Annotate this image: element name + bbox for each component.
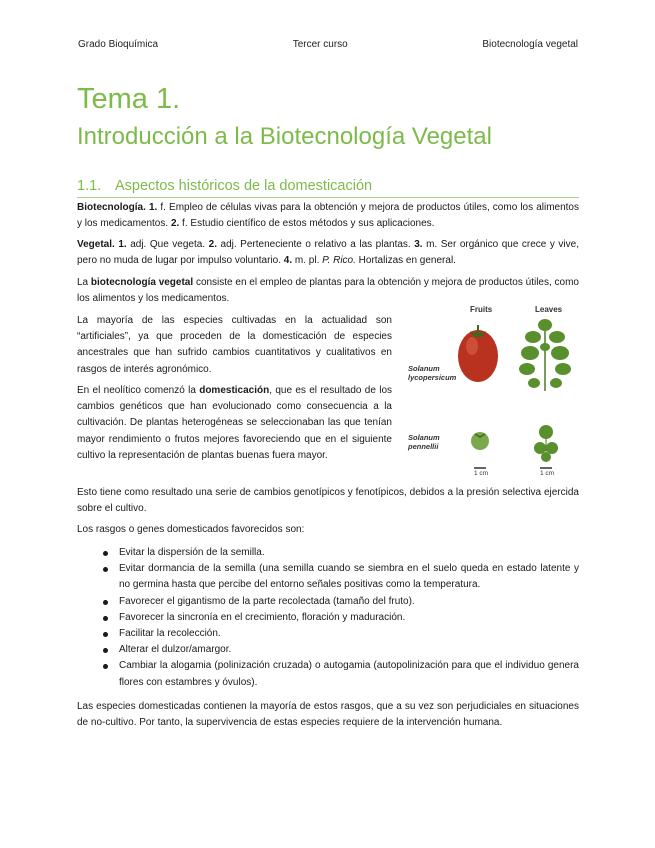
paragraph-rasgos-intro: Los rasgos o genes domesticados favorecidos son:	[77, 524, 305, 535]
species-label-lycopersicum: Solanum lycopersicum	[408, 364, 457, 382]
section-number: 1.1.	[77, 178, 102, 194]
tomato-fruit-large-icon	[458, 325, 498, 382]
header-left: Grado Bioquímica	[78, 39, 159, 50]
sense-number: 2.	[208, 239, 217, 250]
chapter-subtitle: Introducción a la Biotecnología Vegetal	[77, 123, 492, 150]
list-item: Favorecer la sincronía en el crecimiento, floración y maduración.	[77, 610, 579, 626]
paragraph-especies-artificiales: La mayoría de las especies cultivadas en la actualidad son “artificiales”, ya que proceden de la domesticación de especies ancestrales que han sufrido cambios cuantitativos y cualitativos en rasgos de interés agronómico.	[77, 315, 392, 375]
paragraph-cambios-geneticos: Esto tiene como resultado una serie de cambios genotípicos y fenotípicos, debidos a la presión selectiva ejercida sobre el cultivo.	[77, 487, 579, 515]
compound-leaf-small-icon	[534, 425, 558, 462]
sense-number: 3.	[414, 239, 423, 250]
term-biotecnologia-vegetal: biotecnología vegetal	[90, 277, 194, 288]
sense-number: 1.	[118, 239, 127, 250]
sense-text: adj. Que vegeta.	[126, 239, 209, 250]
section-heading	[77, 176, 579, 198]
figure-illustration	[400, 301, 580, 481]
paragraph-text: consiste en el empleo de plantas para la obtención y mejora de productos útiles, como los alimentos y los medicamentos.	[77, 277, 579, 305]
column-label-fruits: Fruits	[470, 305, 493, 314]
species-label-pennellii: Solanum pennellii	[408, 433, 440, 451]
term-domesticacion: domesticación	[199, 385, 270, 396]
sense-text: adj. Perteneciente o relativo a las plantas.	[216, 239, 415, 250]
list-item: Cambiar la alogamia (polinización cruzada) o autogamia (autopolinización para que el individuo genera flores con estambres y óvulos).	[77, 658, 579, 690]
sense-text: Hortalizas en general.	[355, 255, 456, 267]
definition-vegetal	[77, 237, 579, 269]
list-item: Favorecer el gigantismo de la parte recolectada (tamaño del fruto).	[77, 594, 579, 610]
column-label-leaves: Leaves	[535, 305, 563, 314]
paragraph-text: , que es el resultado de los cambios genéticos que han evolucionado como consecuencia a la cultivación. De plantas heterogéneas se seleccionaban las que tenían mayor rendimiento o frutos mejores favoreciendo que en el siguiente cultivo la representación de plantas buenas fuera mayor.	[77, 385, 393, 461]
chapter-title: Tema 1.	[77, 83, 181, 115]
page-header	[78, 39, 578, 53]
paragraph-text: En el neolítico comenzó la	[77, 385, 200, 396]
scale-label-leaf: 1 cm	[540, 470, 555, 477]
list-item: Evitar la dispersión de la semilla.	[77, 545, 579, 561]
tomato-fruit-small-icon	[471, 432, 489, 450]
list-item: Facilitar la recolección.	[77, 626, 579, 642]
region-mark: P. Rico.	[322, 255, 356, 267]
header-center: Tercer curso	[292, 39, 348, 50]
term-biotecnologia: Biotecnología.	[77, 202, 146, 213]
sense-text: f. Empleo de células vivas para la obtención y mejora de productos útiles, como los alimentos y los medicamentos.	[77, 202, 579, 230]
sense-number: 2.	[170, 218, 180, 230]
sense-text: m. pl.	[292, 255, 323, 267]
sense-text: f. Estudio científico de estos métodos y sus aplicaciones.	[179, 218, 435, 230]
paragraph-conclusion: Las especies domesticadas contienen la mayoría de estos rasgos, que a su vez son perjudiciales en situaciones de no-cultivo. Por tanto, la supervivencia de estas especies requiere de la intervención humana.	[77, 701, 579, 729]
section-title: Aspectos históricos de la domesticación	[115, 178, 373, 194]
compound-leaf-large-icon	[519, 319, 571, 391]
sense-text: m. Ser orgánico que crece y vive, pero no muda de lugar por impulso voluntario.	[77, 239, 579, 267]
paragraph-neolitico	[77, 383, 392, 464]
paragraph-text: La	[77, 277, 91, 288]
list-item: Evitar dormancia de la semilla (una semilla cuando se siembra en el suelo queda en estado latente y no germina hasta que percibe del entorno señales positivas como la temperatura.	[77, 561, 579, 593]
sense-number: 1.	[148, 202, 158, 213]
term-vegetal: Vegetal.	[77, 239, 115, 250]
list-item: Alterar el dulzor/amargor.	[77, 642, 579, 658]
header-right: Biotecnología vegetal	[482, 39, 578, 50]
domestication-traits-list	[77, 545, 579, 691]
sense-number: 4.	[283, 255, 293, 267]
definition-biotecnologia	[77, 200, 579, 232]
scale-label-fruit: 1 cm	[474, 470, 489, 477]
tomato-comparison-figure	[400, 301, 580, 481]
